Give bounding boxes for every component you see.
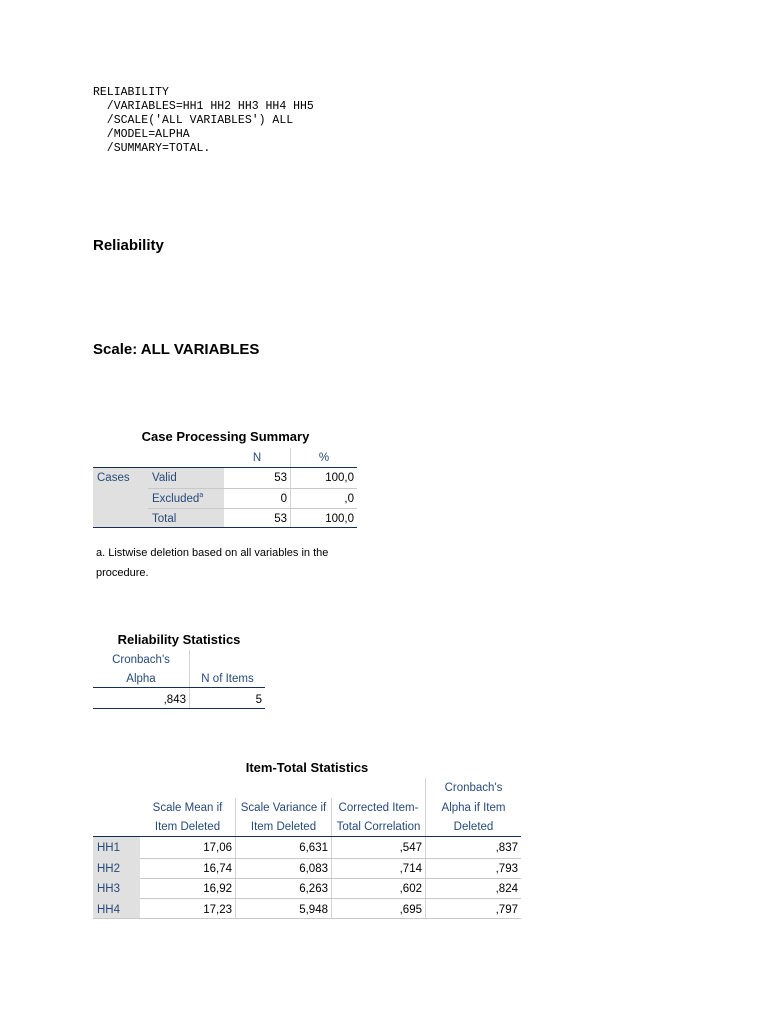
row-label-item: HH3 (97, 883, 121, 895)
footnote-marker: a (199, 492, 204, 500)
cell-valid-n: 53 (274, 472, 287, 484)
row-rule (93, 918, 521, 919)
column-header-scale-variance: Item Deleted (250, 821, 317, 833)
cell-alpha-if-deleted: ,793 (495, 863, 518, 875)
column-divider (290, 448, 291, 468)
scale-heading: Scale: ALL VARIABLES (93, 341, 260, 358)
cell-n-items: 5 (255, 694, 262, 706)
column-header-percent: % (318, 452, 330, 464)
procedure-heading: Reliability (93, 237, 164, 254)
cell-scale-variance: 6,083 (299, 863, 328, 875)
cell-excluded-pct: ,0 (344, 493, 354, 505)
cell-excluded-n: 0 (280, 493, 287, 505)
cell-total-n: 53 (274, 513, 287, 525)
cell-scale-mean: 16,74 (203, 863, 232, 875)
cell-corrected-correlation: ,602 (399, 883, 422, 895)
cell-alpha-if-deleted: ,797 (495, 904, 518, 916)
row-label-total: Total (152, 513, 177, 525)
column-header-corrected-correlation: Corrected Item- (338, 802, 419, 814)
cell-scale-mean: 17,06 (203, 842, 232, 854)
header-rule (93, 836, 521, 837)
row-label-item: HH1 (97, 842, 121, 854)
row-label-valid: Valid (152, 472, 177, 484)
syntax-block (93, 86, 314, 156)
table-title: Item-Total Statistics (245, 760, 369, 775)
row-label-excluded: Excluded$^a$ (152, 492, 204, 505)
cell-scale-variance: 6,631 (299, 842, 328, 854)
syntax-line: /SUMMARY=TOTAL. (93, 142, 211, 155)
column-header-scale-mean: Scale Mean if (152, 802, 223, 814)
column-header-scale-mean: Item Deleted (154, 821, 221, 833)
row-label-item: HH2 (97, 863, 121, 875)
cell-corrected-correlation: ,695 (399, 904, 422, 916)
cell-total-pct: 100,0 (325, 513, 354, 525)
row-label-item: HH4 (97, 904, 121, 916)
column-header-corrected-correlation: Total Correlation (336, 821, 421, 833)
syntax-line: /SCALE('ALL VARIABLES') ALL (93, 114, 294, 127)
cell-corrected-correlation: ,714 (399, 863, 422, 875)
column-header-alpha-if-deleted: Cronbach's (444, 782, 503, 794)
table-title: Case Processing Summary (141, 429, 310, 444)
row-rule (148, 488, 357, 489)
column-header-alpha-if-deleted: Deleted (453, 821, 494, 833)
column-header-n: N (252, 452, 262, 464)
header-rule (93, 687, 265, 688)
cell-alpha: ,843 (163, 694, 186, 706)
column-header-scale-variance: Scale Variance if (240, 802, 327, 814)
column-header-alpha-line2: Alpha (126, 673, 156, 685)
syntax-line: /VARIABLES=HH1 HH2 HH3 HH4 HH5 (93, 100, 314, 113)
cell-corrected-correlation: ,547 (399, 842, 422, 854)
cell-valid-pct: 100,0 (325, 472, 354, 484)
cell-alpha-if-deleted: ,837 (495, 842, 518, 854)
table-title: Reliability Statistics (117, 632, 241, 647)
row-rule (148, 508, 357, 509)
column-divider (290, 468, 291, 527)
row-rule (140, 898, 521, 899)
cell-scale-variance: 5,948 (299, 904, 328, 916)
row-group-label: Cases (97, 472, 130, 484)
cell-scale-variance: 6,263 (299, 883, 328, 895)
cell-scale-mean: 17,23 (203, 904, 232, 916)
table-bottom-rule (93, 708, 265, 709)
table-bottom-rule (93, 527, 357, 528)
column-header-n-items: N of Items (201, 673, 254, 685)
column-header-alpha-if-deleted: Alpha if Item (441, 802, 506, 814)
column-header-alpha-line1: Cronbach's (112, 654, 170, 666)
cell-scale-mean: 16,92 (203, 883, 232, 895)
cell-alpha-if-deleted: ,824 (495, 883, 518, 895)
syntax-line: RELIABILITY (93, 86, 169, 99)
table-footnote: a. Listwise deletion based on all variables in the procedure. (96, 547, 329, 579)
syntax-line: /MODEL=ALPHA (93, 128, 190, 141)
